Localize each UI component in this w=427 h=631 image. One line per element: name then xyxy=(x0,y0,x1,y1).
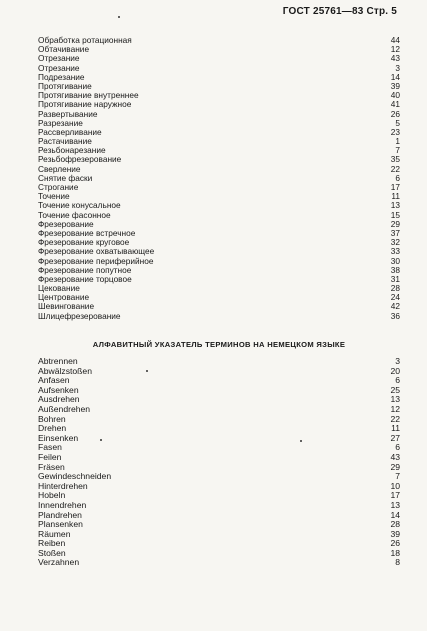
term-text: Фрезерование круговое xyxy=(38,237,130,248)
page-number: 39 xyxy=(390,80,400,91)
page-number: 12 xyxy=(390,403,400,414)
index-entry xyxy=(38,128,400,137)
page-number: 25 xyxy=(390,384,400,395)
page-number: 29 xyxy=(390,218,400,229)
term-text: Шевингование xyxy=(38,301,95,312)
scan-speck xyxy=(300,440,302,442)
term-text: Фрезерование xyxy=(38,218,94,229)
term-text: Фрезерование периферийное xyxy=(38,255,154,266)
index-entry xyxy=(38,434,400,444)
index-entry xyxy=(38,36,400,45)
index-entry xyxy=(38,64,400,73)
term-text: Abtrennen xyxy=(38,356,78,366)
term-text: Feilen xyxy=(38,451,62,462)
term-text: Bohren xyxy=(38,413,66,424)
page-number: 7 xyxy=(395,145,400,156)
index-entry xyxy=(38,395,400,405)
page-number: 30 xyxy=(390,255,400,266)
index-entry xyxy=(38,174,400,183)
page-number: 27 xyxy=(390,432,400,443)
page-number: 7 xyxy=(395,471,400,482)
term-text: Plandrehen xyxy=(38,509,82,520)
page-number: 18 xyxy=(390,547,400,558)
index-entry xyxy=(38,424,400,434)
page-number: 43 xyxy=(390,451,400,462)
page-number: 3 xyxy=(395,356,400,366)
page-number: 6 xyxy=(395,172,400,183)
page-number: 42 xyxy=(390,301,400,312)
page-number: 36 xyxy=(390,310,400,321)
page-number: 32 xyxy=(390,237,400,248)
index-entry xyxy=(38,45,400,54)
term-text: Фрезерование торцовое xyxy=(38,273,132,284)
term-text: Центрование xyxy=(38,292,90,303)
page-number: 3 xyxy=(395,62,400,73)
term-text: Plansenken xyxy=(38,519,83,530)
index-entry xyxy=(38,472,400,482)
page-number: 29 xyxy=(390,461,400,472)
index-entry xyxy=(38,501,400,511)
term-text: Разрезание xyxy=(38,117,83,128)
term-text: Außendrehen xyxy=(38,403,91,414)
page-number: 26 xyxy=(390,538,400,549)
page-number: 8 xyxy=(395,557,400,568)
index-entry xyxy=(38,183,400,192)
german-index-title: АЛФАВИТНЫЙ УКАЗАТЕЛЬ ТЕРМИНОВ НА НЕМЕЦКОМ ЯЗЫКЕ xyxy=(92,340,346,349)
index-entry xyxy=(38,73,400,82)
russian-term-index xyxy=(38,36,400,321)
page-number: 44 xyxy=(390,35,400,45)
term-text: Verzahnen xyxy=(38,557,80,568)
term-text: Резьбонарезание xyxy=(38,145,106,156)
page-number: 13 xyxy=(390,200,400,211)
term-text: Abwälzstoßen xyxy=(38,365,92,376)
index-entry xyxy=(38,549,400,559)
term-text: Einsenken xyxy=(38,432,79,443)
term-text: Строгание xyxy=(38,182,79,192)
index-entry xyxy=(38,530,400,540)
index-entry xyxy=(38,357,400,367)
term-text: Цекование xyxy=(38,283,80,294)
page-number: 37 xyxy=(390,227,400,238)
page-number: 17 xyxy=(390,490,400,501)
index-entry xyxy=(38,312,400,321)
index-entry xyxy=(38,482,400,492)
page-number: 11 xyxy=(391,423,400,434)
page-number: 6 xyxy=(395,442,400,453)
index-entry xyxy=(38,367,400,377)
page-number: 14 xyxy=(390,71,400,82)
term-text: Точение фасонное xyxy=(38,209,111,220)
term-text: Aufsenken xyxy=(38,384,79,395)
term-text: Растачивание xyxy=(38,136,92,147)
term-text: Протягивание xyxy=(38,80,92,91)
scan-speck xyxy=(118,16,120,18)
term-text: Hobeln xyxy=(38,490,66,501)
index-entry xyxy=(38,155,400,164)
index-entry xyxy=(38,376,400,386)
page-number: 31 xyxy=(390,273,400,284)
index-entry xyxy=(38,284,400,293)
index-entry xyxy=(38,54,400,63)
term-text: Innendrehen xyxy=(38,499,87,510)
term-text: Обработка ротационная xyxy=(38,35,132,45)
index-entry xyxy=(38,405,400,415)
index-entry xyxy=(38,558,400,568)
page-number: 28 xyxy=(390,519,400,530)
index-entry xyxy=(38,511,400,521)
term-text: Отрезание xyxy=(38,53,80,64)
term-text: Ausdrehen xyxy=(38,394,80,405)
page-number: 28 xyxy=(390,283,400,294)
page-number: 38 xyxy=(390,264,400,275)
page-number: 14 xyxy=(390,509,400,520)
index-entry xyxy=(38,443,400,453)
page-number: 1 xyxy=(395,136,400,147)
term-text: Drehen xyxy=(38,423,67,434)
page-number: 41 xyxy=(390,99,400,110)
term-text: Hinterdrehen xyxy=(38,480,88,491)
term-text: Фрезерование встречное xyxy=(38,227,136,238)
scan-speck xyxy=(146,370,148,372)
page-number: 20 xyxy=(390,365,400,376)
index-entry xyxy=(38,520,400,530)
term-text: Подрезание xyxy=(38,71,85,82)
term-text: Шлицефрезерование xyxy=(38,310,121,321)
scan-speck xyxy=(100,439,102,441)
term-text: Обтачивание xyxy=(38,44,90,55)
page-number: 35 xyxy=(390,154,400,165)
page-number: 17 xyxy=(390,182,400,192)
index-entry xyxy=(38,415,400,425)
index-entry xyxy=(38,539,400,549)
term-text: Фрезерование охватывающее xyxy=(38,246,155,257)
term-text: Снятие фаски xyxy=(38,172,93,183)
term-text: Точение конусальное xyxy=(38,200,121,211)
index-entry xyxy=(38,110,400,119)
page-number: 15 xyxy=(390,209,400,220)
index-entry xyxy=(38,275,400,284)
index-entry xyxy=(38,453,400,463)
page-number: 40 xyxy=(390,90,400,101)
term-text: Отрезание xyxy=(38,62,80,73)
term-text: Развертывание xyxy=(38,108,98,119)
term-text: Stoßen xyxy=(38,547,66,558)
page-number: 11 xyxy=(391,191,400,202)
index-entry xyxy=(38,386,400,396)
index-entry xyxy=(38,165,400,174)
page-header: ГОСТ 25761—83 Стр. 5 xyxy=(282,6,397,17)
term-text: Anfasen xyxy=(38,375,70,386)
term-text: Сверление xyxy=(38,163,81,174)
term-text: Fasen xyxy=(38,442,62,453)
page-number: 24 xyxy=(390,292,400,303)
term-text: Резьбофрезерование xyxy=(38,154,122,165)
page-number: 10 xyxy=(390,480,400,491)
term-text: Протягивание наружное xyxy=(38,99,132,110)
page-number: 5 xyxy=(395,117,400,128)
page-number: 6 xyxy=(395,375,400,386)
page-number: 26 xyxy=(390,108,400,119)
term-text: Fräsen xyxy=(38,461,65,472)
term-text: Reiben xyxy=(38,538,66,549)
german-term-index xyxy=(38,357,400,568)
term-text: Рассверливание xyxy=(38,126,102,137)
page-number: 13 xyxy=(390,499,400,510)
page-number: 22 xyxy=(390,413,400,424)
page-number: 13 xyxy=(390,394,400,405)
index-entry xyxy=(38,491,400,501)
term-text: Фрезерование попутное xyxy=(38,264,132,275)
term-text: Räumen xyxy=(38,528,71,539)
term-text: Протягивание внутреннее xyxy=(38,90,139,101)
term-text: Точение xyxy=(38,191,70,202)
page-number: 22 xyxy=(390,163,400,174)
page-number: 23 xyxy=(390,126,400,137)
page-number: 39 xyxy=(390,528,400,539)
page-number: 33 xyxy=(390,246,400,257)
page-number: 43 xyxy=(390,53,400,64)
page-number: 12 xyxy=(390,44,400,55)
term-text: Gewindeschneiden xyxy=(38,471,112,482)
